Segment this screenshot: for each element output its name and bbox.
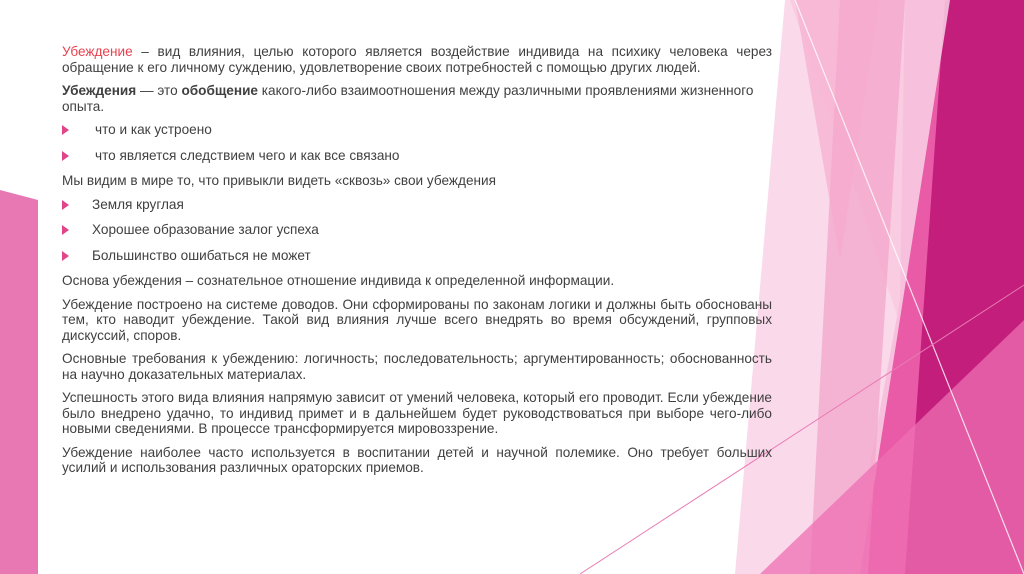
list-item: Большинство ошибаться не может — [62, 248, 772, 264]
list-item: Земля круглая — [62, 197, 772, 213]
triangle-bullet-icon — [62, 151, 69, 161]
list-item: что является следствием чего и как все связано — [62, 148, 772, 164]
triangle-bullet-icon — [62, 225, 69, 235]
term-ubezhdeniya: Убеждения — [62, 83, 137, 98]
slide-text — [62, 44, 772, 484]
paragraph-arguments: Убеждение построено на системе доводов. Они сформированы по законам логики и должны быть обоснованы тем, кто наводит убеждение. Такой вид влияния лучше всего внедрять во время обсуждений, групповых дискуссий, споров. — [62, 296, 772, 343]
paragraph-basis: Основа убеждения – сознательное отношение индивида к определенной информации. — [62, 273, 615, 288]
paragraph-requirements: Основные требования к убеждению: логичность; последовательность; аргументированность; обоснованность на научно доказательных материалах. — [62, 351, 772, 382]
list-item: что и как устроено — [62, 122, 772, 138]
triangle-bullet-icon — [62, 251, 69, 261]
paragraph-beliefs: Убеждения — это обобщение какого-либо взаимоотношения между различными проявлениями жизненного опыта. — [62, 83, 754, 114]
paragraph-world-view: Мы видим в мире то, что привыкли видеть «сквозь» свои убеждения — [62, 173, 496, 188]
triangle-bullet-icon — [62, 200, 69, 210]
paragraph-definition: Убеждение – вид влияния, целью которого является воздействие индивида на психику человека через обращение к его личному суждению, удовлетворение своих потребностей с помощью других людей. — [62, 44, 772, 75]
paragraph-usage: Убеждение наиболее часто используется в воспитании детей и научной полемике. Оно требует больших усилий и использования различных ораторских приемов. — [62, 444, 772, 475]
triangle-bullet-icon — [62, 125, 69, 135]
term-ubezhdenie: Убеждение — [62, 44, 133, 59]
paragraph-success: Успешность этого вида влияния напрямую зависит от умений человека, который его проводит. Если убеждение было внедрено удачно, то индивид примет и в дальнейшем будет руководствоваться при выборе чего-либо новыми сведениями. В процессе трансформируется мировоззрение. — [62, 390, 772, 436]
list-item: Хорошее образование залог успеха — [62, 222, 772, 238]
